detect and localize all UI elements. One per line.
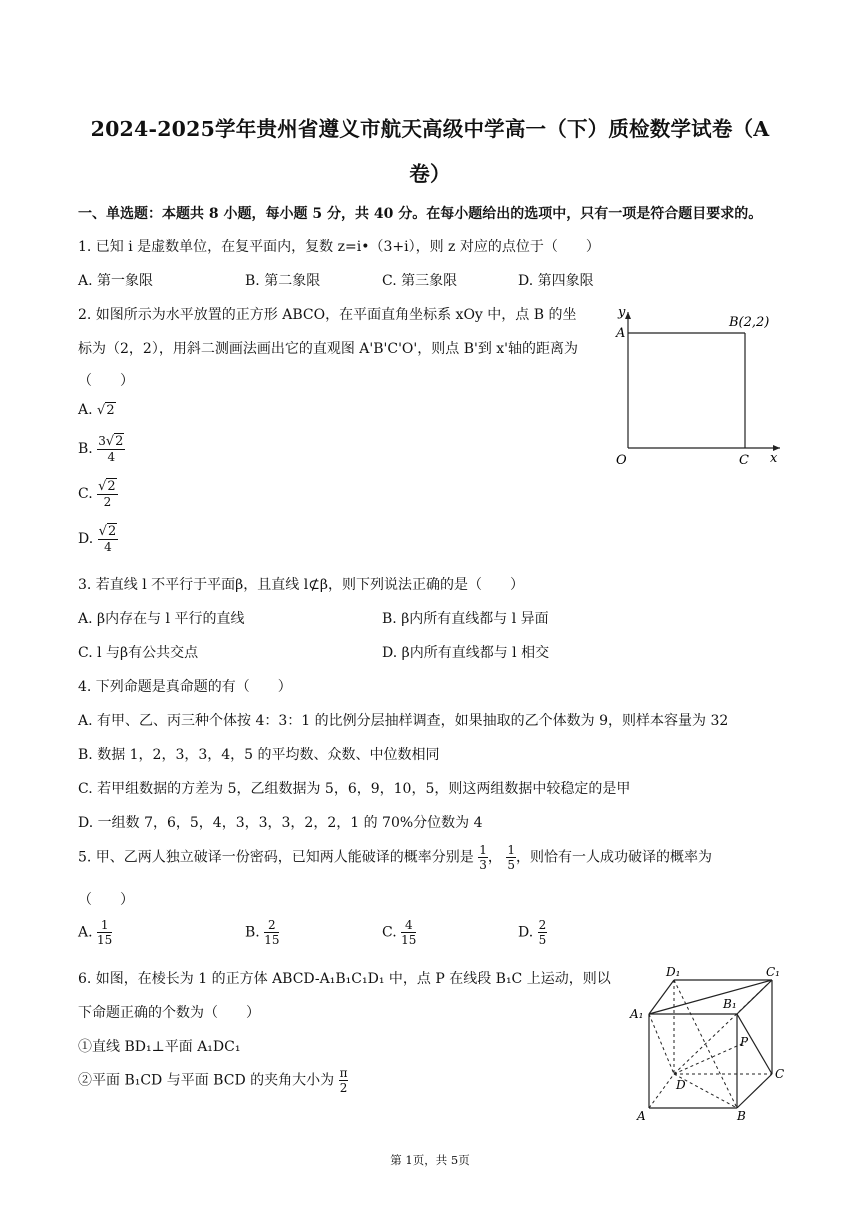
q2-option-c: [78, 479, 118, 509]
numerator: π: [339, 1066, 348, 1080]
q4-option-d: D. 一组数 7，6，5，4，3，3，3，2，2，1 的 70%分位数为 4: [78, 815, 483, 831]
q6-item2: [78, 1066, 348, 1095]
radicand: 2: [107, 524, 117, 539]
segment-dp: [674, 1042, 746, 1074]
numerator: 2: [264, 918, 279, 933]
q4-option-c: C. 若甲组数据的方差为 5，乙组数据为 5，6，9，10，5，则这两组数据中较稳定的是甲: [78, 781, 631, 797]
page-title: 2024-2025学年贵州省遵义市航天高级中学高一（下）质检数学试卷（A: [90, 117, 770, 141]
q5-option-d: [518, 918, 547, 947]
y-axis-label: y: [618, 305, 626, 320]
fraction: [97, 918, 112, 947]
q5-option-c: [382, 918, 416, 947]
denominator: 2: [339, 1081, 348, 1095]
fraction-p1: [478, 843, 488, 872]
page-footer: 第 1页，共 5页: [390, 1153, 470, 1167]
q5-option-a-label: A.: [78, 924, 93, 941]
q5-stem-part2: ，则恰有一人成功破译的概率为: [516, 849, 712, 866]
numerator: 1: [479, 843, 487, 857]
denominator: 5: [538, 933, 547, 947]
q5-option-b: [245, 918, 279, 947]
q4-option-a: A. 有甲、乙、丙三种个体按 4：3：1 的比例分层抽样调查，如果抽取的乙个体数为 9，则样本容量为 32: [78, 713, 729, 729]
q5-line2: （ ）: [78, 892, 134, 908]
q6-item2-text: ②平面 B₁CD 与平面 BCD 的夹角大小为: [78, 1072, 335, 1089]
edge-a1d1: [649, 980, 674, 1014]
q5-option-c-label: C.: [382, 924, 397, 941]
q2-line3: （ ）: [78, 373, 134, 389]
q4-option-b: B. 数据 1，2，3，3，4，5 的平均数、众数、中位数相同: [78, 747, 440, 763]
fraction-pi-half: [339, 1066, 349, 1095]
q3-option-b: B. β内所有直线都与 l 异面: [382, 611, 549, 627]
label-c1: C₁: [766, 965, 780, 979]
q3-option-d: D. β内所有直线都与 l 相交: [382, 645, 550, 661]
edge-ad: [649, 1074, 674, 1108]
q1-option-a: A. 第一象限: [78, 273, 154, 289]
fraction: [401, 918, 416, 947]
q2-option-d-label: D.: [78, 531, 94, 547]
point-c-label: C: [739, 453, 749, 468]
q1-option-b: B. 第二象限: [245, 273, 321, 289]
q5-stem-part1: 5. 甲、乙两人独立破译一份密码，已知两人能破译的概率分别是: [78, 849, 474, 866]
q3-option-a: A. β内存在与 l 平行的直线: [78, 611, 245, 627]
label-c: C: [775, 1067, 785, 1081]
fraction-p2: [506, 843, 516, 872]
q1-stem: 1. 已知 i 是虚数单位，在复平面内，复数 z=i•（3+i），则 z 对应的点位于（ ）: [78, 239, 600, 255]
fraction: [264, 918, 279, 947]
fraction: $\frac{√2}{4}$: [98, 524, 117, 554]
fraction: [538, 918, 548, 947]
q5-option-d-label: D.: [518, 924, 534, 941]
numerator: 1: [507, 843, 515, 857]
q2-option-b-label: B.: [78, 441, 93, 457]
denominator: 4: [107, 450, 116, 464]
q2-line1: 2. 如图所示为水平放置的正方形 ABCO，在平面直角坐标系 xOy 中，点 B 的坐: [78, 307, 577, 323]
label-b: B: [737, 1109, 746, 1123]
label-d1: D₁: [666, 965, 681, 979]
x-axis-label: x: [770, 451, 778, 466]
q2-coordinate-figure: [608, 300, 788, 475]
page-title-line2: 卷）: [409, 162, 451, 186]
q5-stem: 5. 甲、乙两人独立破译一份密码，已知两人能破译的概率分别是 $\frac{1}{3}$ ， $\frac{1}{5}$ ，则恰有一人成功破译的概率为: [78, 843, 712, 872]
point-b-label: B(2,2): [729, 315, 770, 330]
label-b1: B₁: [723, 997, 737, 1011]
q6-line2: 下命题正确的个数为（ ）: [78, 1005, 260, 1021]
q2-option-c-label: C.: [78, 486, 93, 502]
q6-line1: 6. 如图，在棱长为 1 的正方体 ABCD-A₁B₁C₁D₁ 中，点 P 在线段 B₁C 上运动，则以: [78, 971, 611, 987]
y-axis-arrow: [625, 312, 631, 319]
denominator: 15: [401, 933, 417, 947]
label-p: P: [740, 1035, 749, 1049]
q6-cube-figure: [622, 962, 790, 1127]
q5-option-b-label: B.: [245, 924, 260, 941]
q1-option-d: D. 第四象限: [518, 273, 594, 289]
q5-option-a: [78, 918, 112, 947]
edge-bc: [737, 1074, 772, 1108]
q2-option-a-label: A.: [78, 402, 93, 418]
origin-label: O: [616, 453, 627, 468]
denominator: 4: [104, 540, 112, 554]
radicand: 2: [107, 479, 116, 494]
denominator: 3: [479, 858, 487, 872]
fraction: $\frac{3√2}{4}$: [98, 434, 124, 464]
sqrt-expr: √2: [97, 403, 115, 418]
label-a1: A₁: [630, 1007, 644, 1021]
numerator: 1: [97, 918, 112, 933]
denominator: 15: [97, 933, 113, 947]
fraction: $\frac{√2}{2}$: [98, 479, 116, 509]
denominator: 15: [264, 933, 280, 947]
q2-line2: 标为（2，2），用斜二测画法画出它的直观图 A'B'C'O'，则点 B'到 x'轴的距离为: [78, 341, 579, 357]
coef: 3: [98, 434, 106, 448]
q1-option-c: C. 第三象限: [382, 273, 458, 289]
diag-a1d: [649, 1014, 674, 1074]
q3-stem: 3. 若直线 l 不平行于平面β，且直线 l⊄β，则下列说法正确的是（ ）: [78, 577, 525, 593]
numerator: 4: [401, 918, 416, 933]
label-a: A: [637, 1109, 646, 1123]
q2-option-b: [78, 434, 125, 464]
q6-item1: ①直线 BD₁⊥平面 A₁DC₁: [78, 1039, 241, 1055]
point-a-label: A: [616, 326, 626, 341]
denominator: 2: [103, 495, 112, 509]
denominator: 5: [507, 858, 515, 872]
diag-a1c1: [649, 980, 772, 1014]
radicand: 2: [106, 403, 115, 418]
label-d: D: [676, 1078, 686, 1092]
q2-option-d: [78, 524, 118, 554]
section-heading: 一、单选题：本题共 8 小题，每小题 5 分，共 40 分。在每小题给出的选项中，只有一项是符合题目要求的。: [78, 206, 763, 222]
q2-option-a: [78, 402, 116, 418]
q3-option-c: C. l 与β有公共交点: [78, 645, 199, 661]
numerator: 2: [538, 918, 547, 932]
q4-stem: 4. 下列命题是真命题的有（ ）: [78, 679, 292, 695]
radicand: 2: [115, 434, 124, 449]
